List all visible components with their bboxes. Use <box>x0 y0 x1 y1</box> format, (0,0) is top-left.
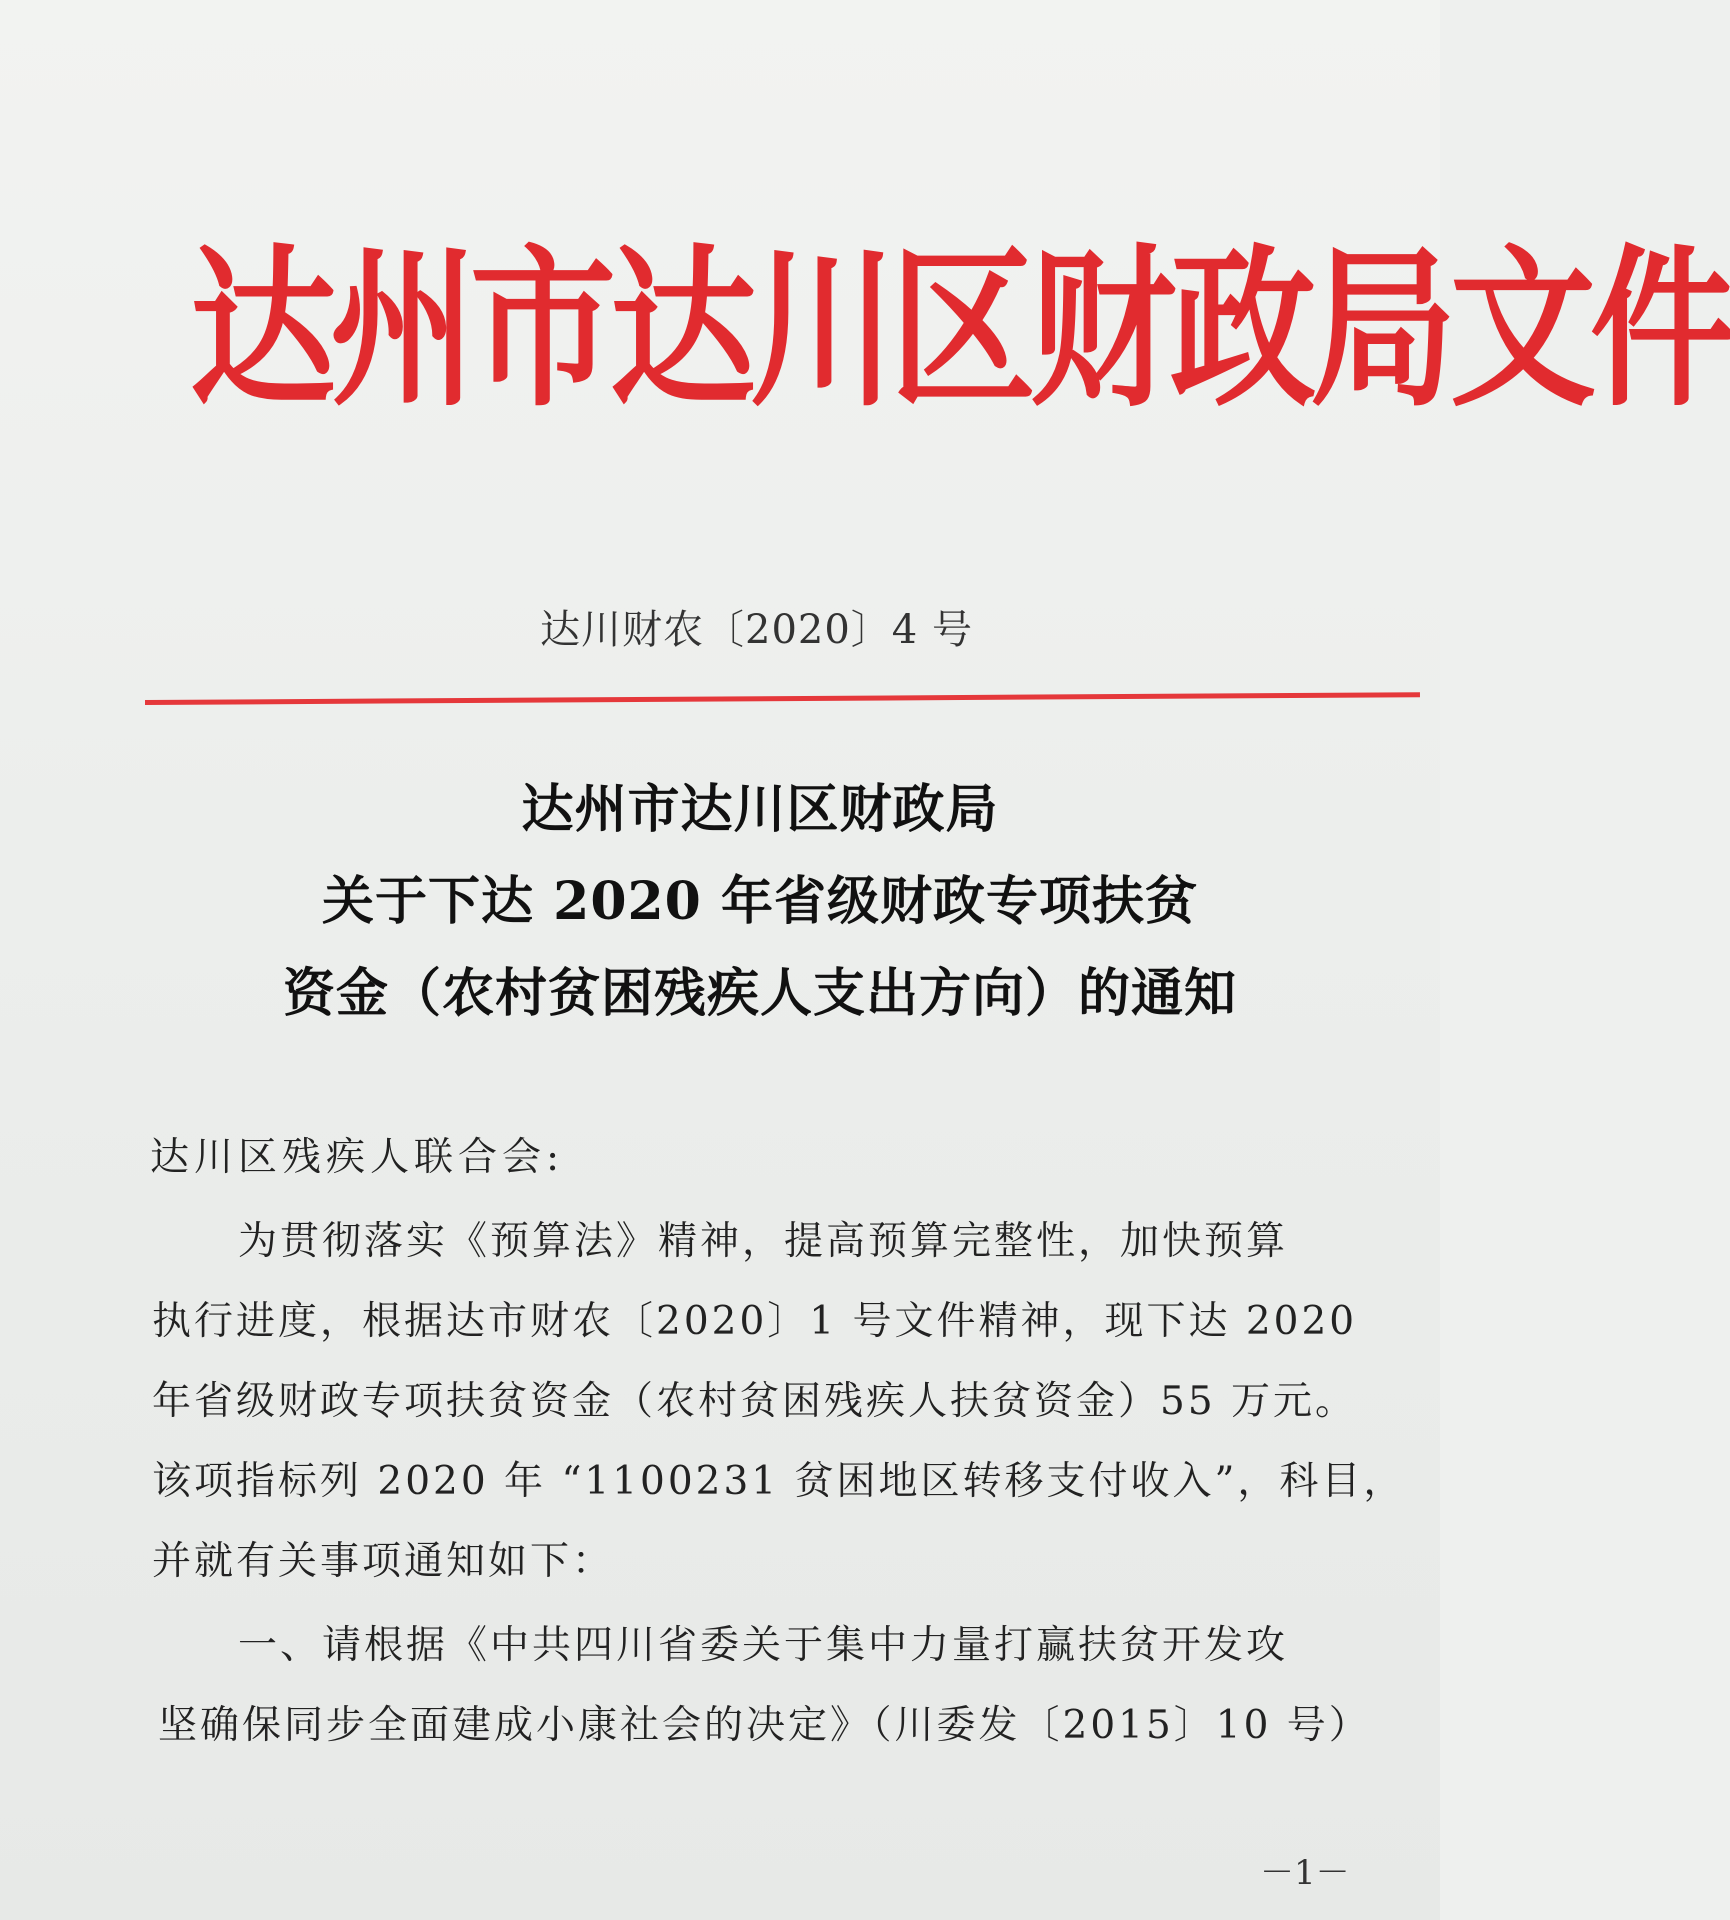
body-text-line: 该项指标列 2020 年 “1100231 贫困地区转移支付收入”，科目， <box>152 1459 1406 1504</box>
document-title-line: 达州市达川区财政局 <box>521 779 999 840</box>
red-divider-line <box>145 692 1420 705</box>
body-text-line: 执行进度，根据达市财农〔2020〕1 号文件精神，现下达 2020 <box>152 1299 1358 1344</box>
body-text-line: 坚确保同步全面建成小康社会的决定》（川委发〔2015〕10 号） <box>158 1703 1371 1748</box>
recipient-line: 达川区残疾人联合会: <box>150 1135 565 1180</box>
issuing-authority-header: 达州市达川区财政局文件 <box>190 229 1730 431</box>
body-text-line: 年省级财政专项扶贫资金（农村贫困残疾人扶贫资金）55 万元。 <box>152 1379 1358 1424</box>
document-title-line: 资金（农村贫困残疾人支出方向）的通知 <box>282 963 1237 1024</box>
document-number: 达川财农〔2020〕4 号 <box>540 607 973 653</box>
body-text-line: 为贯彻落实《预算法》精神，提高预算完整性，加快预算 <box>238 1219 1289 1264</box>
page-number: －1－ <box>1260 1853 1350 1893</box>
document-title <box>190 764 1330 1040</box>
body-text-line: 并就有关事项通知如下： <box>152 1539 615 1584</box>
document-title-line: 关于下达 2020 年省级财政专项扶贫 <box>322 871 1198 932</box>
body-text-line: 一、请根据《中共四川省委关于集中力量打赢扶贫开发攻 <box>238 1623 1289 1668</box>
